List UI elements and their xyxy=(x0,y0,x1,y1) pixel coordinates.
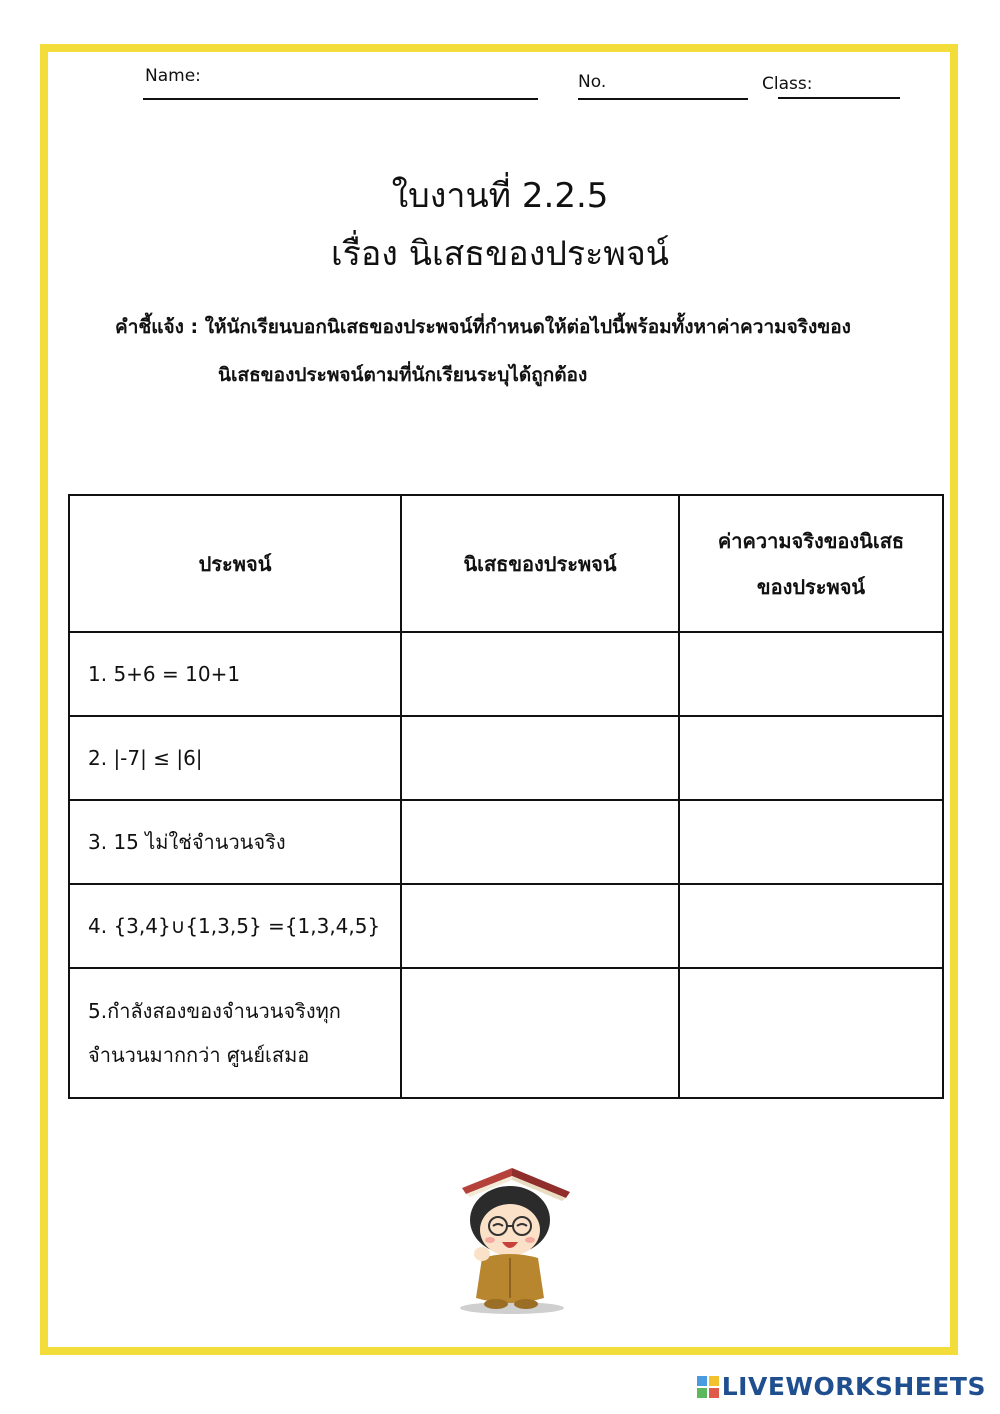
truth-value-answer-cell[interactable] xyxy=(679,716,943,800)
class-label: Class: xyxy=(762,74,813,94)
negation-answer-cell[interactable] xyxy=(401,968,679,1098)
statement-cell: 1. 5+6 = 10+1 xyxy=(69,632,401,716)
statement-cell: 2. |-7| ≤ |6| xyxy=(69,716,401,800)
student-reading-illustration xyxy=(452,1158,572,1318)
negation-answer-cell[interactable] xyxy=(401,632,679,716)
table-row xyxy=(69,968,943,1098)
instructions-line-2: นิเสธของประพจน์ตามที่นักเรียนระบุได้ถูกต้อง xyxy=(218,364,588,386)
header-negation: นิเสธของประพจน์ xyxy=(401,495,679,632)
truth-value-answer-cell[interactable] xyxy=(679,632,943,716)
header-truth-value-line-1: ค่าความจริงของนิเสธ xyxy=(717,528,905,553)
worksheet-number-title: ใบงานที่ 2.2.5 xyxy=(391,176,609,216)
table-row xyxy=(69,800,943,884)
header-statement: ประพจน์ xyxy=(69,495,401,632)
statement-cell: 4. {3,4}∪{1,3,5} ={1,3,4,5} xyxy=(69,884,401,968)
header-truth-value-line-2: ของประพจน์ xyxy=(756,574,866,599)
header-truth-value xyxy=(679,495,943,632)
negation-answer-cell[interactable] xyxy=(401,884,679,968)
liveworksheets-logo-icon xyxy=(697,1376,719,1398)
table-header-row xyxy=(69,495,943,632)
negation-answer-cell[interactable] xyxy=(401,716,679,800)
liveworksheets-watermark xyxy=(697,1372,986,1401)
worksheet-table xyxy=(68,494,944,1099)
table-row xyxy=(69,884,943,968)
statement-cell: 3. 15 ไม่ใช่จำนวนจริง xyxy=(69,800,401,884)
table-row xyxy=(69,716,943,800)
statement-line-1: 5.กำลังสองของจำนวนจริงทุก xyxy=(88,999,341,1023)
brand-name: LIVEWORKSHEETS xyxy=(721,1372,986,1401)
truth-value-answer-cell[interactable] xyxy=(679,884,943,968)
negation-answer-cell[interactable] xyxy=(401,800,679,884)
number-label: No. xyxy=(578,72,607,92)
worksheet-topic-title: เรื่อง นิเสธของประพจน์ xyxy=(330,234,670,274)
name-field[interactable] xyxy=(143,98,538,100)
number-field[interactable] xyxy=(578,98,748,100)
statement-line-2: จำนวนมากกว่า ศูนย์เสมอ xyxy=(88,1043,310,1067)
truth-value-answer-cell[interactable] xyxy=(679,968,943,1098)
name-label: Name: xyxy=(145,66,201,86)
statement-cell xyxy=(69,968,401,1098)
instructions-line-1: คำชี้แจ้ง : ให้นักเรียนบอกนิเสธของประพจน์ที่กำหนดให้ต่อไปนี้พร้อมทั้งหาค่าความจริงของ xyxy=(115,316,851,338)
table-row xyxy=(69,632,943,716)
class-field[interactable] xyxy=(778,97,900,99)
truth-value-answer-cell[interactable] xyxy=(679,800,943,884)
